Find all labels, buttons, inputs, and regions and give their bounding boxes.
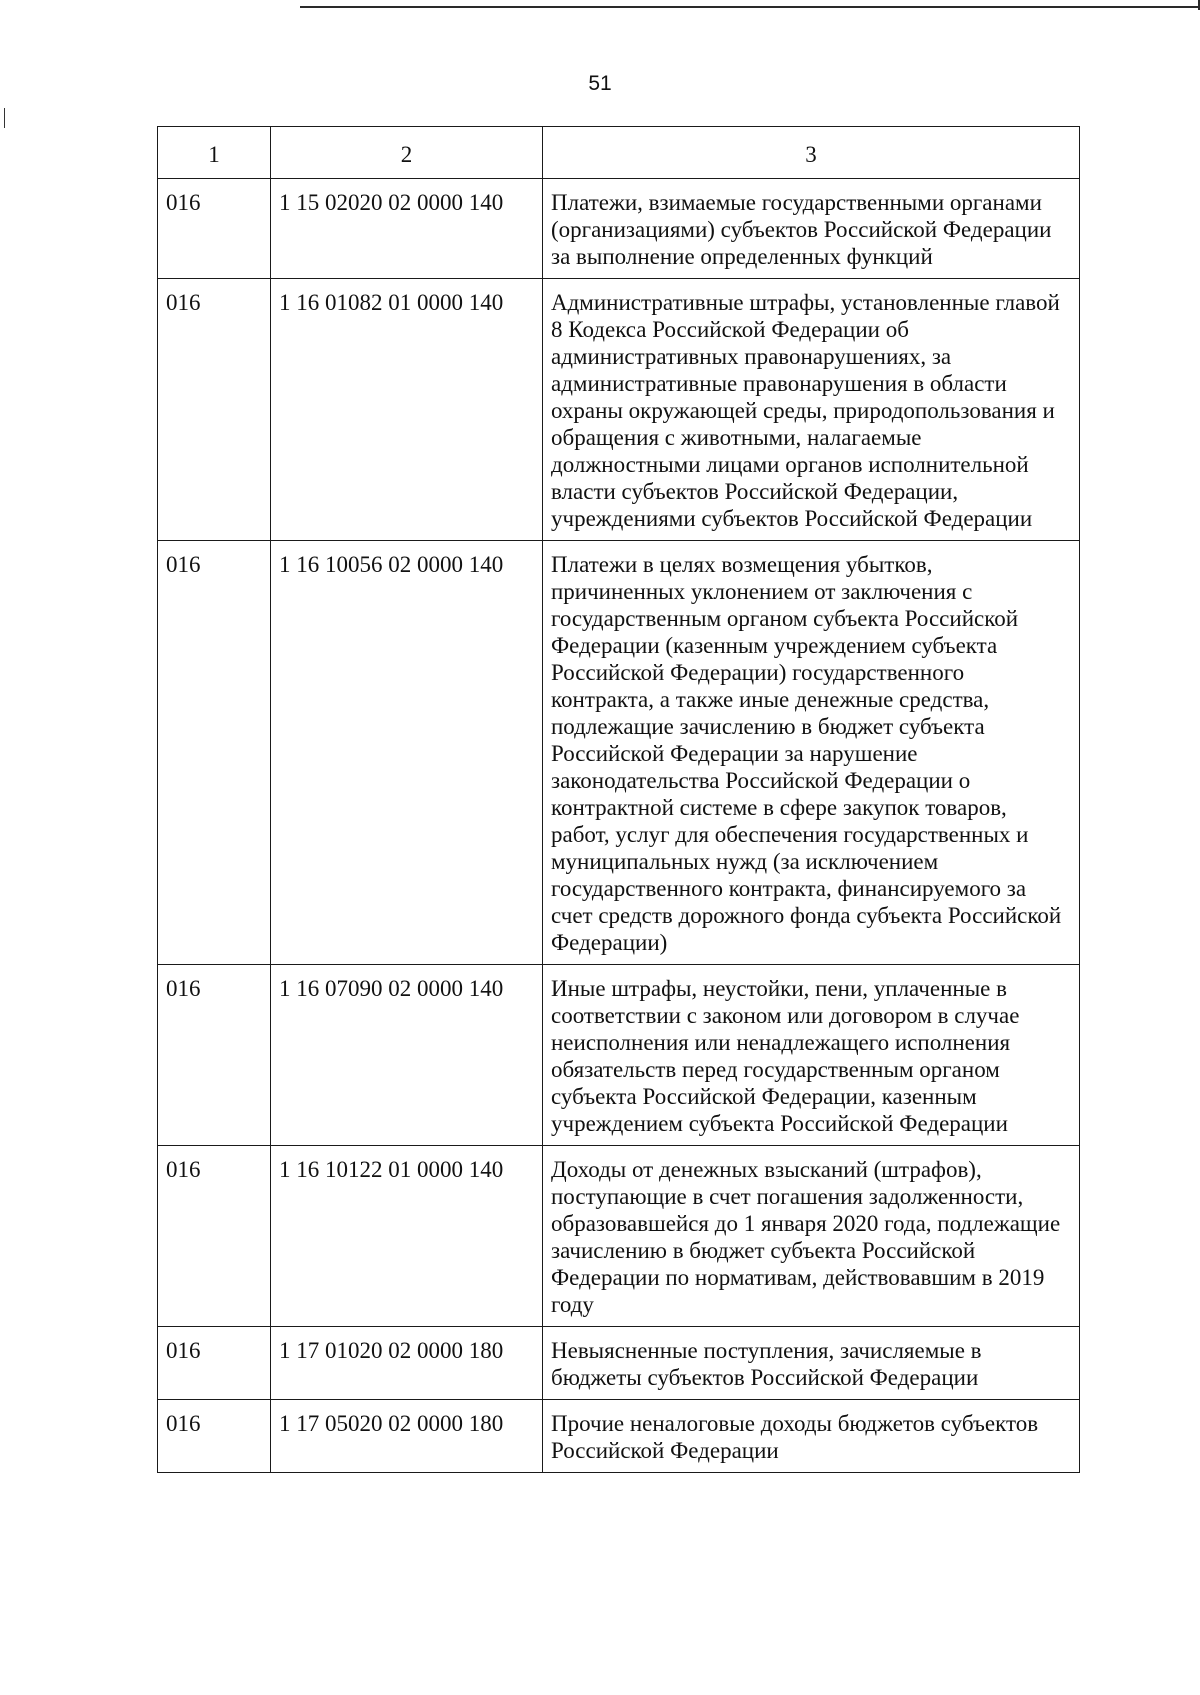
admin-code-cell: 016 [158, 279, 271, 541]
table-row [158, 179, 1080, 279]
table-row [158, 965, 1080, 1146]
description-cell: Платежи в целях возмещения убытков, причиненных уклонением от заключения с государственным органом субъекта Российской Федерации (казенным учреждением субъекта Российской Федерации) государственного контракта, а также иные денежные средства, подлежащие зачислению в бюджет субъекта Российской Федерации за нарушение законодательства Российской Федерации о контрактной системе в сфере закупок товаров, работ, услуг для обеспечения государственных и муниципальных нужд (за исключением государственного контракта, финансируемого за счет средств дорожного фонда субъекта Российской Федерации) [543, 541, 1080, 965]
admin-code-cell: 016 [158, 1400, 271, 1473]
admin-code-cell: 016 [158, 541, 271, 965]
table-row [158, 1400, 1080, 1473]
budget-code-cell: 1 16 10056 02 0000 140 [271, 541, 543, 965]
table-row [158, 279, 1080, 541]
page-number: 51 [588, 72, 612, 95]
header-col-1: 1 [158, 127, 271, 179]
table-row [158, 1146, 1080, 1327]
scan-edge-line [300, 6, 1200, 8]
description-cell: Платежи, взимаемые государственными органами (организациями) субъектов Российской Федерации за выполнение определенных функций [543, 179, 1080, 279]
description-cell: Доходы от денежных взысканий (штрафов), поступающие в счет погашения задолженности, образовавшейся до 1 января 2020 года, подлежащие зачислению в бюджет субъекта Российской Федерации по нормативам, действовавшим в 2019 году [543, 1146, 1080, 1327]
description-cell: Иные штрафы, неустойки, пени, уплаченные в соответствии с законом или договором в случае неисполнения или ненадлежащего исполнения обязательств перед государственным органом субъекта Российской Федерации, казенным учреждением субъекта Российской Федерации [543, 965, 1080, 1146]
header-col-2: 2 [271, 127, 543, 179]
scan-margin-mark [4, 108, 5, 128]
admin-code-cell: 016 [158, 1327, 271, 1400]
admin-code-cell: 016 [158, 1146, 271, 1327]
description-cell: Административные штрафы, установленные главой 8 Кодекса Российской Федерации об административных правонарушениях, за административные правонарушения в области охраны окружающей среды, природопользования и обращения с животными, налагаемые должностными лицами органов исполнительной власти субъектов Российской Федерации, учреждениями субъектов Российской Федерации [543, 279, 1080, 541]
admin-code-cell: 016 [158, 965, 271, 1146]
table-header-row [158, 127, 1080, 179]
budget-code-cell: 1 15 02020 02 0000 140 [271, 179, 543, 279]
admin-code-cell: 016 [158, 179, 271, 279]
budget-code-cell: 1 17 05020 02 0000 180 [271, 1400, 543, 1473]
description-cell: Невыясненные поступления, зачисляемые в бюджеты субъектов Российской Федерации [543, 1327, 1080, 1400]
table-row [158, 541, 1080, 965]
description-cell: Прочие неналоговые доходы бюджетов субъектов Российской Федерации [543, 1400, 1080, 1473]
budget-code-cell: 1 17 01020 02 0000 180 [271, 1327, 543, 1400]
budget-code-cell: 1 16 01082 01 0000 140 [271, 279, 543, 541]
budget-code-cell: 1 16 07090 02 0000 140 [271, 965, 543, 1146]
revenue-codes-table [157, 126, 1080, 1473]
table-row [158, 1327, 1080, 1400]
header-col-3: 3 [543, 127, 1080, 179]
budget-code-cell: 1 16 10122 01 0000 140 [271, 1146, 543, 1327]
